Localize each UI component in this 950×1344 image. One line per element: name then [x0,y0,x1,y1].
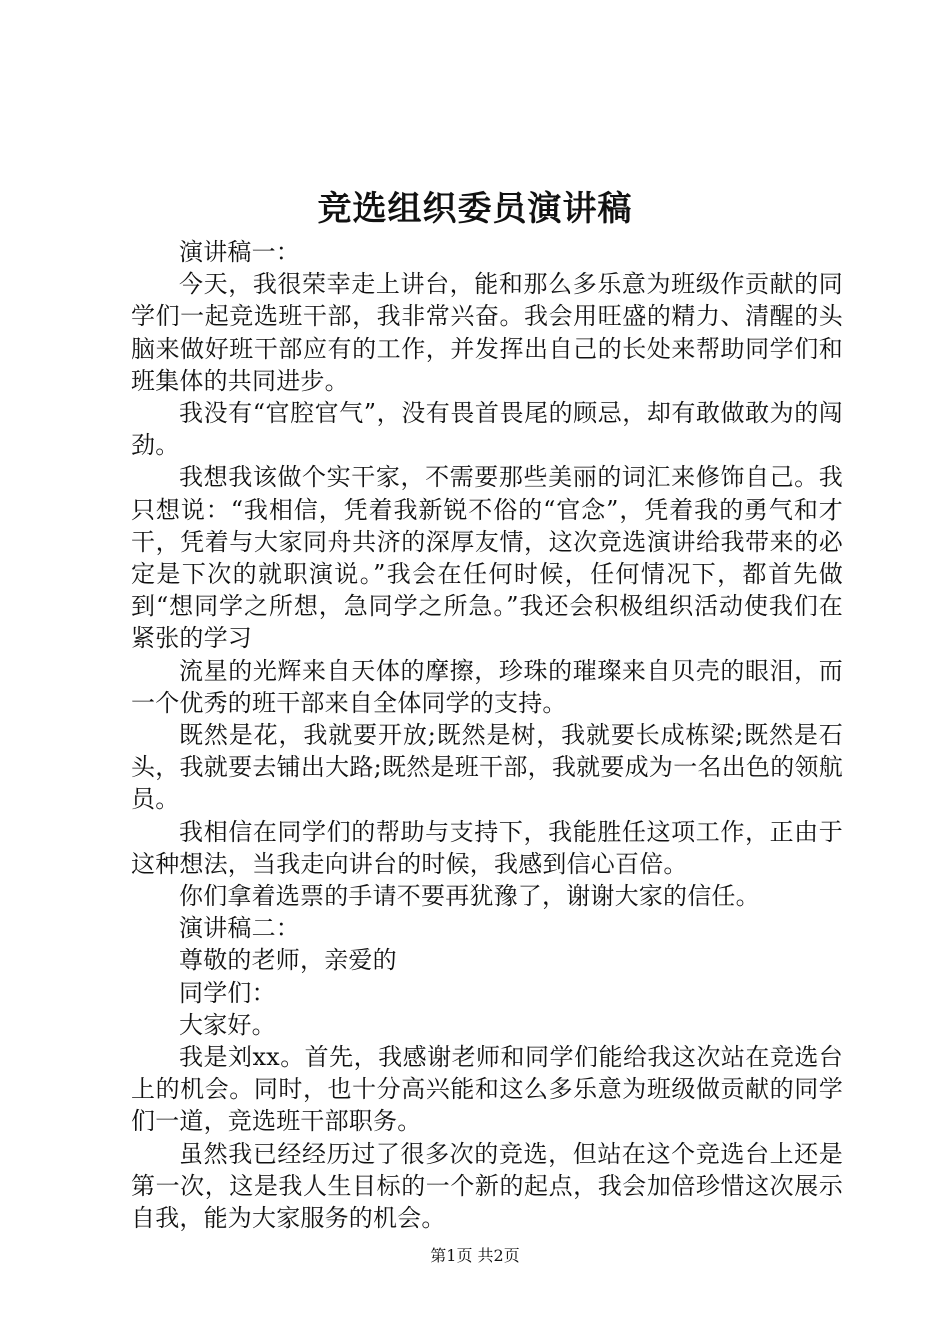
paragraph-heading-2: 演讲稿二： [179,914,300,943]
paragraph: 我相信在同学们的帮助与支持下，我能胜任这项工作，正由于这种想法，当我走向讲台的时候，我感到信心百倍。 [131,817,843,878]
greeting-line: 大家好。 [179,1010,276,1039]
salutation-line: 尊敬的老师，亲爱的 [179,946,397,975]
paragraph: 今天，我很荣幸走上讲台，能和那么多乐意为班级作贡献的同学们一起竞选班干部，我非常兴奋。我会用旺盛的精力、清醒的头脑来做好班干部应有的工作，并发挥出自己的长处来帮助同学们和班集体的共同进步。 [131,270,843,395]
paragraph: 我是刘xx。首先，我感谢老师和同学们能给我这次站在竞选台上的机会。同时，也十分高兴能和这么多乐意为班级做贡献的同学们一道，竞选班干部职务。 [131,1043,843,1136]
salutation-line: 同学们： [179,978,276,1007]
page-footer: 第1页 共2页 [430,1246,520,1265]
paragraph: 流星的光辉来自天体的摩擦，珍珠的璀璨来自贝壳的眼泪，而一个优秀的班干部来自全体同学的支持。 [131,656,843,717]
paragraph: 我没有“官腔官气”，没有畏首畏尾的顾忌，却有敢做敢为的闯劲。 [131,399,843,460]
paragraph: 虽然我已经经历过了很多次的竞选，但站在这个竞选台上还是第一次，这是我人生目标的一个新的起点，我会加倍珍惜这次展示自我，能为大家服务的机会。 [131,1139,843,1233]
paragraph: 你们拿着选票的手请不要再犹豫了，谢谢大家的信任。 [179,882,760,911]
document-body [131,236,843,1234]
paragraph: 既然是花，我就要开放;既然是树，我就要长成栋梁;既然是石头，我就要去铺出大路;既然是班干部，我就要成为一名出色的领航员。 [131,721,843,814]
paragraph-heading-1: 演讲稿一： [179,238,300,266]
paragraph: 我想我该做个实干家，不需要那些美丽的词汇来修饰自己。我只想说：“我相信，凭着我新锐不俗的“官念”，凭着我的勇气和才干，凭着与大家同舟共济的深厚友情，这次竞选演讲给我带来的必定是下次的就职演说。”我会在任何时候，任何情况下，都首先做到“想同学之所想，急同学之所急。”我还会积极组织活动使我们在紧张的学习 [131,463,843,653]
page-title: 竞选组织委员演讲稿 [317,189,633,229]
